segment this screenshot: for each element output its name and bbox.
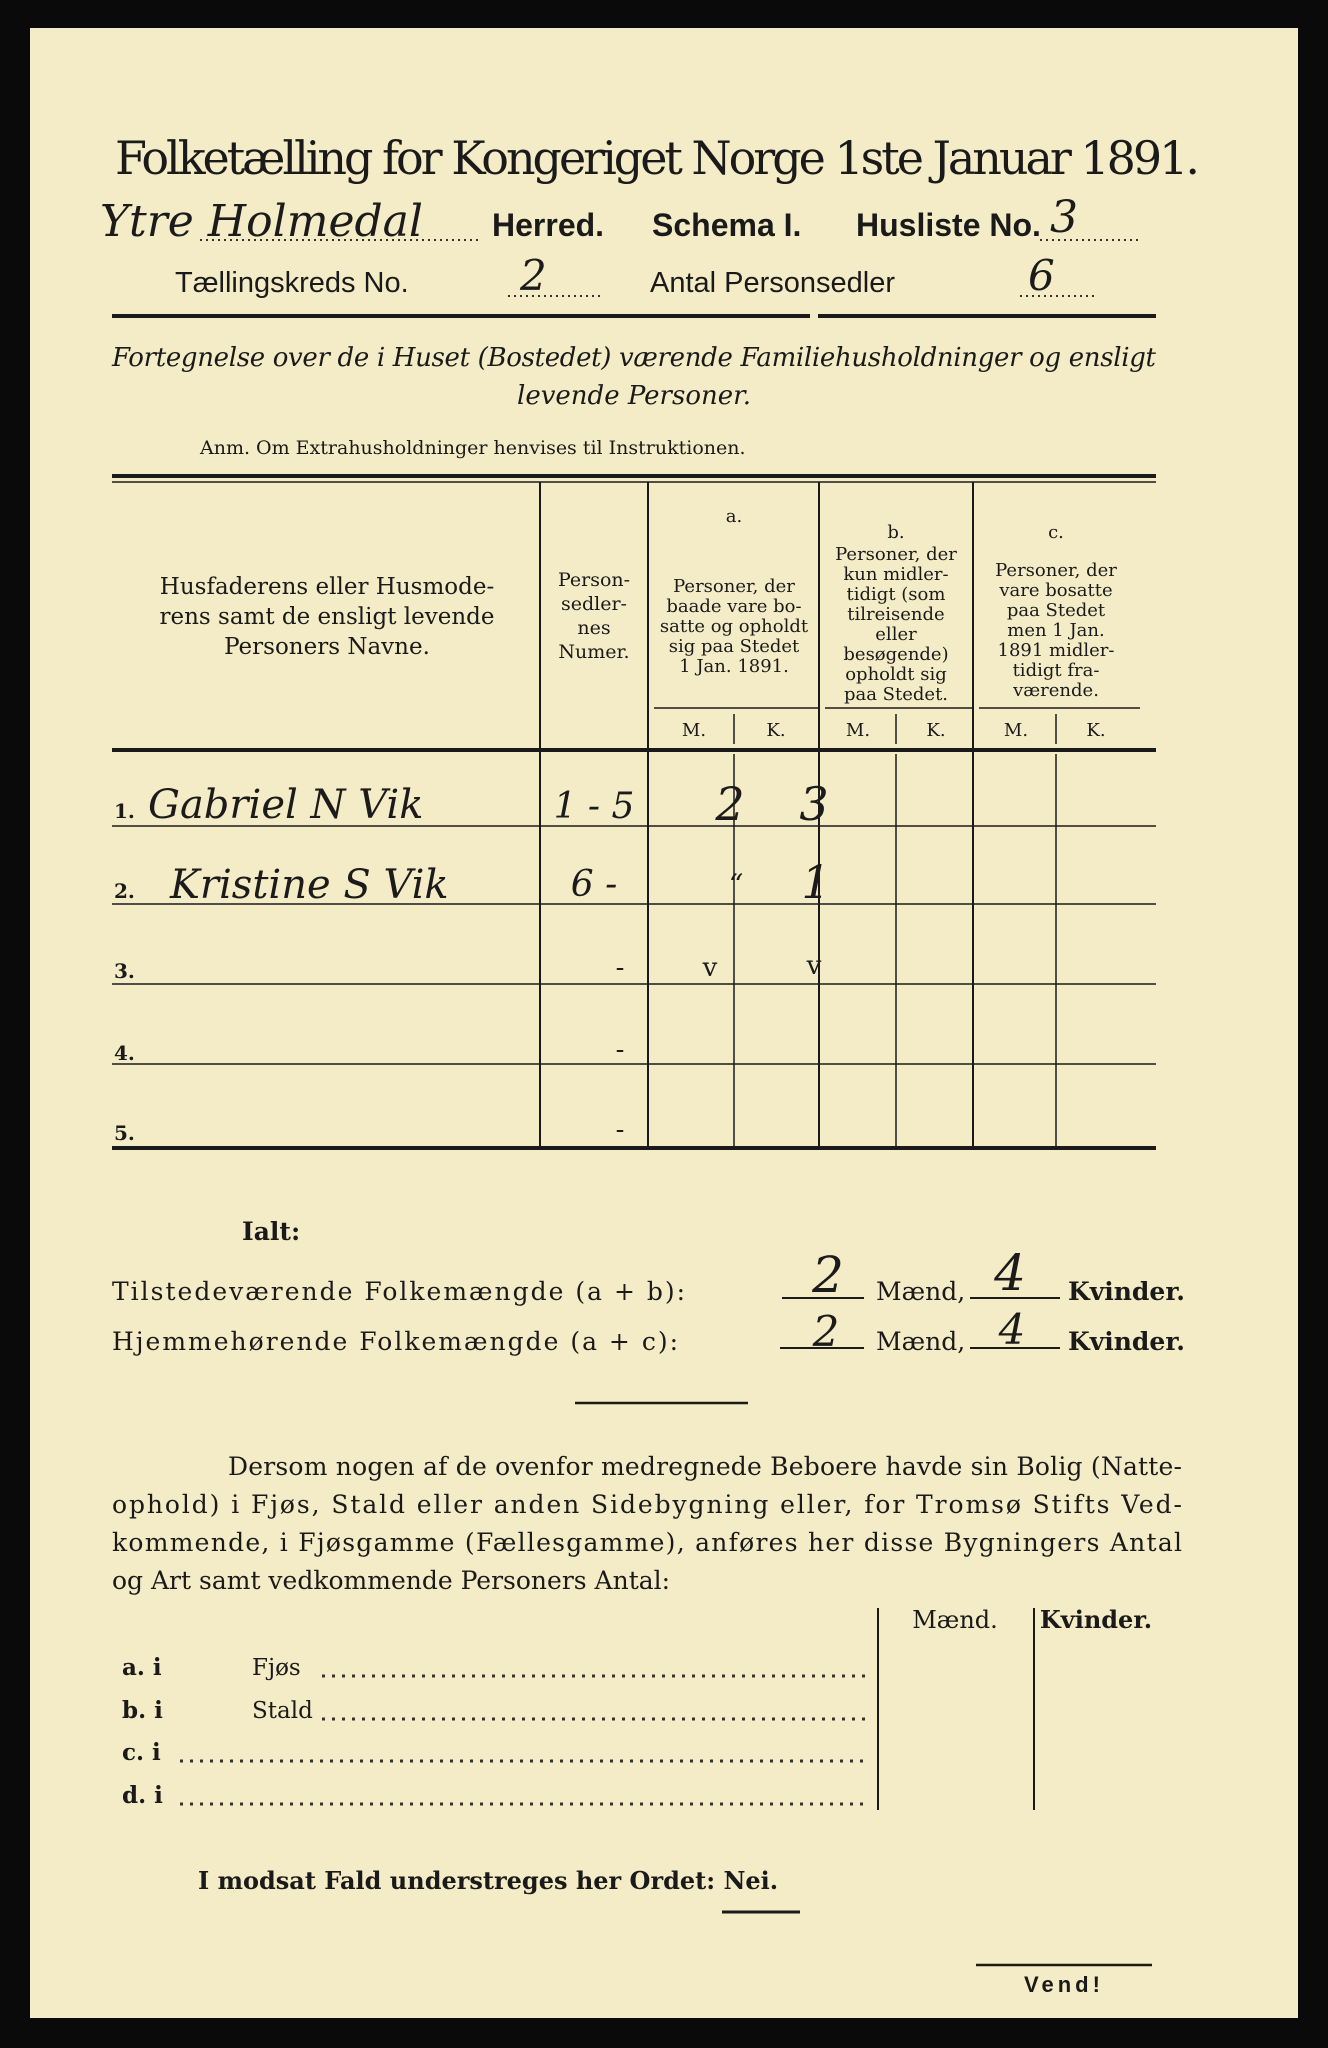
tilstede-kvinder-label: Kvinder. [1068, 1277, 1185, 1306]
table-row [114, 1035, 624, 1065]
subheader-b-k: K. [926, 720, 946, 741]
header-a-2: baade vare bo- [666, 596, 802, 617]
row-number: 1. [114, 799, 135, 823]
herred-handwritten: Ytre Holmedal [100, 196, 423, 247]
paragraph-line-1: Dersom nogen af de ovenfor medregnede Beboere havde sin Bolig (Natte- [228, 1452, 1182, 1481]
building-b-text: Stald [252, 1698, 313, 1724]
table-row [114, 951, 822, 983]
tilstede-maend-handwritten: 2 [812, 1246, 844, 1304]
tilstede-label: Tilstedeværende Folkemængde (a + b): [112, 1277, 688, 1306]
tilstede-kvinder-handwritten: 4 [994, 1244, 1026, 1302]
buildings-maend-header: Mænd. [912, 1606, 998, 1634]
fortegnelse-line-1: Fortegnelse over de i Huset (Bostedet) værende Familiehusholdninger og ensligt [112, 343, 1156, 373]
hjemme-kvinder-handwritten: 4 [998, 1305, 1026, 1354]
row-name-handwritten: Gabriel N Vik [148, 782, 424, 828]
header-c-4: men 1 Jan. [1007, 620, 1105, 641]
header-c-2: vare bosatte [999, 580, 1113, 601]
row-number: 2. [114, 879, 135, 903]
tilstede-maend-label: Mænd, [876, 1277, 966, 1306]
header-b-letter: b. [887, 522, 905, 543]
header-a-letter: a. [725, 506, 743, 527]
table-row [114, 777, 829, 831]
header-numer-4: Numer. [558, 641, 630, 663]
row-personsedler-handwritten: 1 - 5 [553, 786, 635, 827]
hjemme-kvinder-label: Kvinder. [1068, 1327, 1185, 1356]
header-numer-3: nes [577, 617, 611, 639]
subheader-c-m: M. [1003, 720, 1029, 741]
header-name-2: rens samt de ensligt levende [159, 604, 495, 630]
header-b-8: paa Stedet. [843, 684, 949, 705]
ialt-label: Ialt: [242, 1217, 301, 1246]
buildings-kvinder-header: Kvinder. [1039, 1605, 1153, 1634]
row-number: 5. [114, 1121, 135, 1145]
form-canvas [30, 28, 1298, 2018]
row-a-m-handwritten: 2 [715, 777, 745, 831]
header-b-2: kun midler- [843, 564, 949, 585]
header-b-1: Personer, der [835, 544, 957, 565]
row-name-handwritten: Kristine S Vik [170, 862, 449, 908]
paragraph-line-2: ophold) i Fjøs, Stald eller anden Sidebygning eller, for Tromsø Stifts Ved- [112, 1490, 1182, 1519]
header-name-1: Husfaderens eller Husmode- [159, 574, 495, 600]
header-c-6: tidigt fra- [1012, 660, 1100, 681]
herred-label: Herred. [492, 207, 605, 243]
header-b-3: tidigt (som [846, 584, 946, 605]
building-c-letter: c. i [122, 1739, 161, 1766]
row-personsedler-handwritten: 6 - [570, 864, 618, 905]
header-a-4: sig paa Stedet [668, 636, 800, 657]
antal-personsedler-handwritten: 6 [1028, 251, 1055, 300]
subheader-c-k: K. [1086, 720, 1106, 741]
form-title: Folketælling for Kongeriget Norge 1ste Januar 1891. [115, 131, 1200, 185]
taellingskreds-number-handwritten: 2 [520, 251, 547, 300]
husliste-number-handwritten: 3 [1050, 192, 1078, 243]
building-a-text: Fjøs [252, 1655, 301, 1681]
subheader-a-k: K. [766, 720, 786, 741]
header-numer-1: Person- [557, 569, 631, 591]
schema-label: Schema I. [652, 207, 802, 243]
antal-personsedler-label: Antal Personsedler [650, 267, 896, 299]
header-a-1: Personer, der [673, 576, 795, 597]
row-a-m-handwritten: “ [728, 868, 744, 901]
header-c-3: paa Stedet [1006, 600, 1106, 621]
subheader-b-m: M. [845, 720, 871, 741]
header-c-5: 1891 midler- [997, 640, 1115, 661]
hjemme-maend-handwritten: 2 [812, 1307, 840, 1356]
vend-label: Vend! [1024, 1972, 1104, 1997]
header-name-3: Personers Navne. [224, 634, 430, 660]
header-a-3: satte og opholdt [659, 616, 809, 637]
subheader-a-m: M. [681, 720, 707, 741]
header-a-5: 1 Jan. 1891. [679, 656, 789, 677]
header-c-1: Personer, der [995, 560, 1117, 581]
building-b-letter: b. i [122, 1697, 163, 1724]
hjemme-label: Hjemmehørende Folkemængde (a + c): [112, 1327, 680, 1356]
fortegnelse-line-2: levende Personer. [517, 381, 751, 411]
row-personsedler-handwritten: - [615, 1035, 625, 1065]
modsat-fald-text: I modsat Fald understreges her Ordet: Nei. [198, 1866, 779, 1895]
anm-note: Anm. Om Extrahusholdninger henvises til Instruktionen. [200, 437, 746, 459]
row-a-k-handwritten: 1 [801, 855, 831, 909]
row-a-m-handwritten: v [702, 953, 718, 983]
header-b-7: opholdt sig [845, 664, 947, 685]
table-row [114, 855, 831, 909]
husliste-label: Husliste No. [856, 207, 1041, 243]
row-a-k-handwritten: 3 [799, 777, 829, 831]
header-c-7: værende. [1013, 680, 1099, 701]
row-a-k-handwritten: v [806, 951, 822, 981]
row-personsedler-handwritten: - [615, 953, 625, 983]
building-d-letter: d. i [122, 1782, 163, 1809]
header-b-5: eller [875, 624, 917, 645]
table-row [114, 1115, 624, 1145]
paragraph-line-4: og Art samt vedkommende Personers Antal: [112, 1566, 671, 1595]
paragraph-line-3: kommende, i Fjøsgamme (Fællesgamme), anføres her disse Bygningers Antal [112, 1528, 1182, 1557]
census-form-page [30, 28, 1298, 2018]
row-number: 4. [114, 1041, 135, 1065]
header-b-4: tilreisende [847, 604, 945, 625]
hjemme-maend-label: Mænd, [876, 1327, 966, 1356]
header-b-6: besøgende) [843, 644, 949, 665]
header-c-letter: c. [1048, 522, 1064, 543]
row-personsedler-handwritten: - [615, 1115, 625, 1145]
row-number: 3. [114, 959, 135, 983]
taellingskreds-label: Tællingskreds No. [175, 267, 409, 299]
header-numer-2: sedler- [561, 593, 627, 615]
building-a-letter: a. i [122, 1654, 162, 1681]
